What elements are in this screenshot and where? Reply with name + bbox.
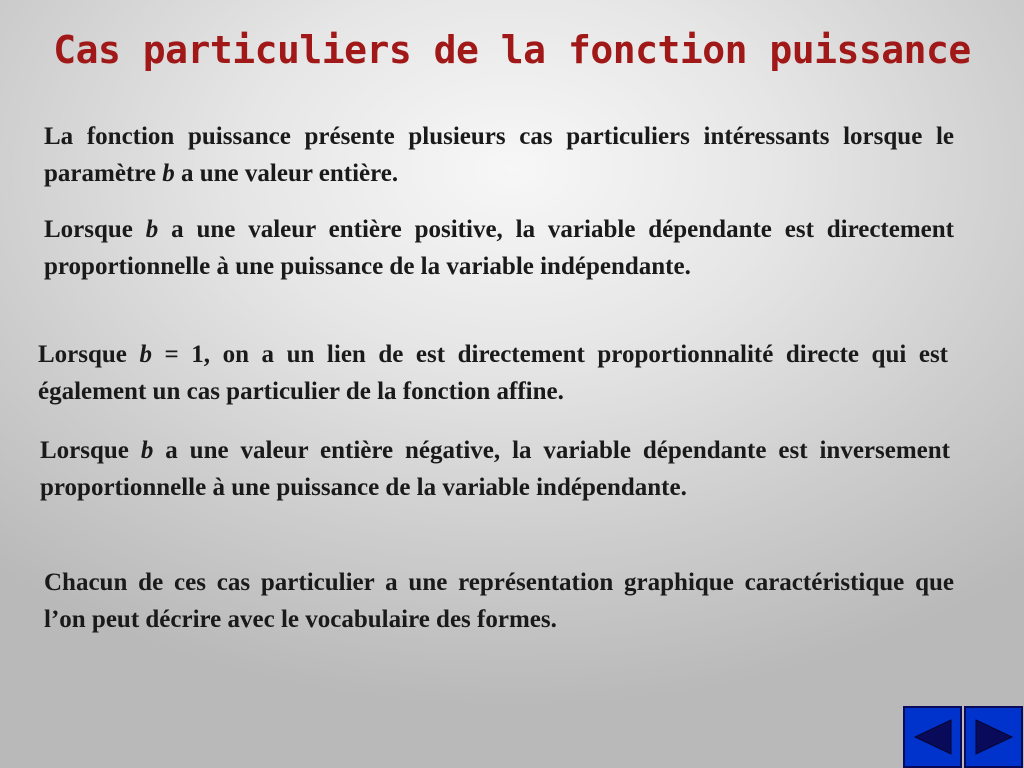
parameter-b: b [145,216,159,243]
paragraph-negative-text: Lorsque [40,437,141,464]
slide-title: Cas particuliers de la fonction puissance [53,28,971,72]
paragraph-positive-text-end: a une valeur entière positive, la variable dépendante est directement proportionnelle à une puissance de la variable indépendante. [44,216,955,280]
paragraph-intro-text-end: a une valeur entière. [174,160,399,187]
parameter-b: b [140,437,154,464]
paragraph-graphical-representation: Chacun de ces cas particulier a une représentation graphique caractéristique que l’on peut décrire avec le vocabulaire des formes. [44,569,954,633]
paragraph-negative-text-end: a une valeur entière négative, la variable dépendante est inversement proportionnelle à une puissance de la variable indépendante. [40,437,950,501]
paragraph-b-equals-one [38,336,948,410]
triangle-right-icon [972,717,1016,757]
paragraph-positive-integer [44,211,954,285]
triangle-left-icon [911,717,955,757]
next-slide-button[interactable] [964,706,1023,768]
paragraph-intro-text: La fonction puissance présente plusieurs cas particuliers intéressants lorsque le paramètre [44,123,954,187]
paragraph-negative-integer [40,432,950,506]
slide-navigation [903,706,1024,768]
paragraph-b-one-text-end: = 1, on a un lien de est directement proportionnalité directe qui est également un cas particulier de la fonction affine. [38,341,948,405]
paragraph-positive-text: Lorsque [44,216,146,243]
paragraph-b-one-text: Lorsque [38,341,140,368]
paragraph-intro [44,118,954,192]
previous-slide-button[interactable] [903,706,962,768]
parameter-b: b [162,160,175,187]
parameter-b: b [139,341,152,368]
